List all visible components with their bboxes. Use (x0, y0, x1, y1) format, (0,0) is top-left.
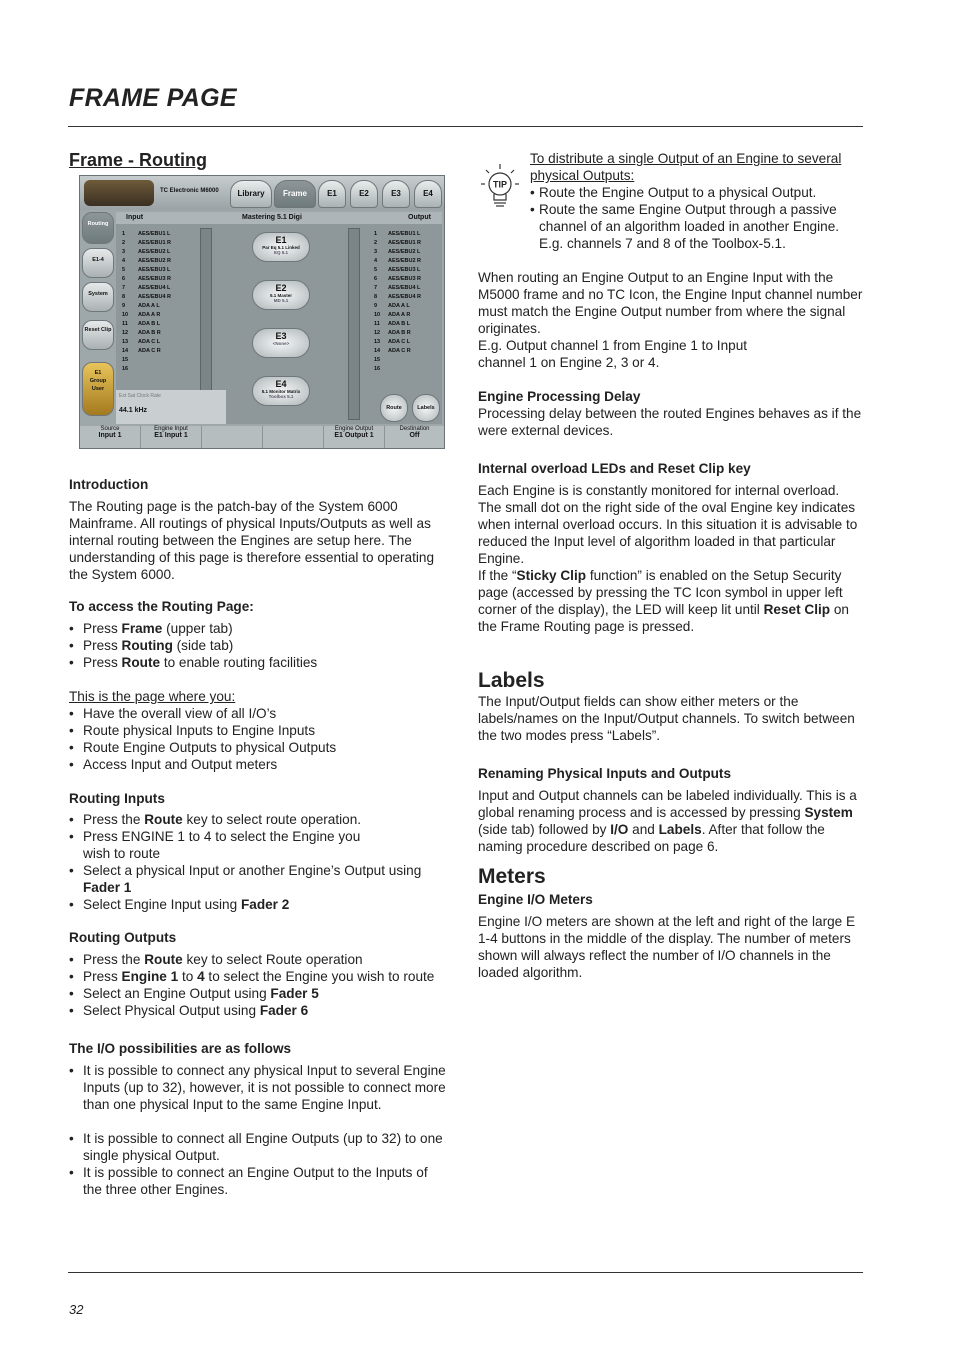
fader-4[interactable] (263, 426, 324, 448)
channel-number: 8 (374, 294, 378, 300)
output-channel-label: AES/EBU1 R (388, 240, 422, 246)
list-item: • It is possible to connect all Engine Outputs (up to 32) to one single physical Output. (69, 1130, 449, 1164)
input-channel-label: AES/EBU4 L (138, 285, 171, 291)
output-channel-label: AES/EBU3 R (388, 276, 422, 282)
list-item: • Press Routing (side tab) (69, 637, 449, 654)
labels-button[interactable]: Labels (412, 394, 440, 422)
channel-number: 15 (374, 357, 381, 363)
channel-number: 11 (122, 321, 128, 327)
routing-example-2: channel 1 on Engine 2, 3 or 4. (478, 355, 660, 370)
output-channel-label: ADA C L (388, 339, 411, 345)
channel-number: 12 (374, 330, 381, 336)
engine-e1-name: E1 (275, 235, 287, 245)
tip-list (530, 184, 860, 252)
route-button[interactable]: Route (380, 394, 408, 422)
channel-number: 6 (374, 276, 378, 282)
channel-number: 8 (122, 294, 126, 300)
input-channel-label: AES/EBU1 L (138, 231, 171, 237)
input-channel-label: AES/EBU2 L (138, 249, 171, 255)
list-item: • Press Frame (upper tab) (69, 620, 449, 637)
engine-e1-preset: Par Eq 5.1 Linked (262, 245, 300, 250)
engine-e2-name: E2 (275, 283, 287, 293)
labels-text: The Input/Output fields can show either meters or the labels/names on the Input/Output channels. To switch between the two modes press “Labels”. (478, 694, 855, 743)
routing-inputs-heading: Routing Inputs (69, 791, 165, 806)
tab-frame[interactable]: Frame (274, 180, 316, 208)
fader-3[interactable] (202, 426, 263, 448)
side-tab-reset-clip[interactable]: Reset Clip (82, 320, 114, 350)
input-channel-label: AES/EBU3 L (138, 267, 171, 273)
fader-footer (80, 426, 444, 448)
output-channel-label: ADA A R (388, 312, 411, 318)
sticky-clip-text: If the “Sticky Clip function” is enabled on the Setup Security page (accessed by pressing the TC Icon symbol in upper left corner of the display), the LED will keep lit until Reset Clip on the Frame Routing page is pressed. (478, 568, 849, 634)
meters-text: Engine I/O meters are shown at the left and right of the large E 1-4 buttons in the middle of the display. The number of meters shown will always reflect the number of I/O channels in the loaded algorithm. (478, 914, 856, 980)
tab-e1[interactable]: E1 (318, 180, 346, 208)
header-input: Input (126, 214, 144, 221)
page-number: 32 (69, 1302, 84, 1317)
tip-heading: To distribute a single Output of an Engine to several physical Outputs: (530, 151, 842, 183)
input-channel-label: ADA C L (138, 339, 161, 345)
engine-e4-preset: 5.1 Monitor Matrix (261, 389, 301, 394)
fader-1-label: Source (100, 426, 120, 432)
input-channel-label: AES/EBU3 R (138, 276, 172, 282)
clock-box (116, 390, 226, 424)
list-item: • Press the Route key to select Route operation (69, 951, 449, 968)
side-tab-system[interactable]: System (82, 282, 114, 312)
meters-heading: Meters (478, 865, 546, 888)
group-line1: E1 (94, 370, 102, 376)
channel-number: 5 (374, 267, 378, 273)
where-heading: This is the page where you: (69, 689, 236, 704)
fader-5-value: E1 Output 1 (334, 432, 374, 439)
input-channel-label (138, 365, 194, 374)
engine-e4-name: E4 (275, 379, 287, 389)
channel-number: 4 (122, 258, 126, 264)
output-channel-label (388, 365, 442, 374)
tab-library[interactable]: Library (230, 180, 272, 208)
channel-number: 11 (374, 321, 380, 327)
right-column (478, 269, 863, 981)
input-channel-label: ADA B R (138, 330, 161, 336)
channel-number: 9 (122, 303, 126, 309)
tip-box (530, 150, 860, 252)
output-channel-label: AES/EBU2 L (388, 249, 421, 255)
output-channel-label: ADA C R (388, 348, 411, 354)
group-line3: User (91, 386, 105, 392)
clock-label: Ext Sat Clock Rate (119, 393, 161, 399)
fader-1-source[interactable] (80, 426, 141, 448)
output-channel-label: ADA B R (388, 330, 411, 336)
list-item: • Select a physical Input or another Engine’s Output using Fader 1 (69, 862, 449, 896)
input-channel-label: AES/EBU1 R (138, 240, 172, 246)
tip-label: TIP (492, 179, 508, 190)
fader-5-label: Engine Output (334, 426, 374, 432)
list-item: • Press Engine 1 to 4 to select the Engine you wish to route (69, 968, 449, 985)
tab-e2[interactable]: E2 (350, 180, 378, 208)
channel-number: 3 (374, 249, 378, 255)
output-channel-label: AES/EBU1 L (388, 231, 421, 237)
list-item: • Select Physical Output using Fader 6 (69, 1002, 449, 1019)
channel-number: 7 (374, 285, 378, 291)
access-heading: To access the Routing Page: (69, 599, 254, 614)
input-channel-label (138, 356, 194, 365)
rename-text: Input and Output channels can be labeled individually. This is a global renaming process and is accessed by pressing System (side tab) followed by I/O and Labels. After that follow the naming procedure described on page 6. (478, 788, 857, 854)
io-heading: The I/O possibilities are as follows (69, 1041, 292, 1056)
channel-number: 13 (122, 339, 129, 345)
routing-inputs-list (69, 811, 449, 913)
side-tab-e1-4[interactable]: E1-4 (82, 248, 114, 278)
input-channel-label: AES/EBU2 R (138, 258, 172, 264)
list-item: • Press ENGINE 1 to 4 to select the Engine you wish to route (69, 828, 449, 862)
top-rule (68, 126, 863, 127)
channel-number: 16 (374, 366, 381, 372)
bottom-rule (68, 1272, 863, 1273)
fader-2-label: Engine Input (154, 426, 188, 432)
header-algorithm: Mastering 5.1 Digi (242, 214, 302, 221)
channel-number: 1 (374, 231, 378, 237)
left-column (69, 476, 449, 1198)
output-channel-label: ADA B L (388, 321, 411, 327)
list-item: • Route the same Engine Output through a passive channel of an algorithm loaded in another Engine. E.g. channels 7 and 8 of the Toolbox-5.1. (530, 201, 860, 252)
routing-outputs-heading: Routing Outputs (69, 930, 177, 945)
routing-header (116, 212, 442, 224)
list-item: • Have the overall view of all I/O’s (69, 705, 449, 722)
channel-number: 9 (374, 303, 378, 309)
input-channel-label: ADA A R (138, 312, 161, 318)
delay-heading: Engine Processing Delay (478, 389, 641, 404)
input-channel-label: ADA C R (138, 348, 161, 354)
tip-lightbulb-icon (480, 162, 520, 210)
channel-number: 7 (122, 285, 126, 291)
output-channel-label: ADA A L (388, 303, 410, 309)
output-channel-label: AES/EBU4 L (388, 285, 421, 291)
engine-e4-button[interactable] (252, 376, 310, 406)
output-channel-label: AES/EBU3 L (388, 267, 421, 273)
channel-number: 4 (374, 258, 378, 264)
list-item: • Select an Engine Output using Fader 5 (69, 985, 449, 1002)
output-channel-label (388, 356, 442, 365)
engine-e2-algorithm: MD 5.1 (273, 298, 289, 303)
channel-number: 15 (122, 357, 129, 363)
engine-e3-button[interactable] (252, 328, 310, 358)
channel-number: 12 (122, 330, 129, 336)
tab-e3[interactable]: E3 (382, 180, 410, 208)
channel-number: 10 (374, 312, 381, 318)
input-channel-names (138, 230, 194, 374)
meters-subheading: Engine I/O Meters (478, 892, 593, 907)
page-title: FRAME PAGE (69, 84, 237, 112)
output-bus (348, 228, 360, 420)
intro-heading: Introduction (69, 477, 149, 492)
routing-screenshot (79, 175, 445, 449)
channel-number: 10 (122, 312, 129, 318)
group-line2: Group (89, 378, 107, 384)
list-item: • It is possible to connect an Engine Output to the Inputs of the three other Engines. (69, 1164, 449, 1198)
fader-2-engine-input[interactable] (141, 426, 202, 448)
intro-text: The Routing page is the patch-bay of the System 6000 Mainframe. All routings of physical Inputs/Outputs as well as internal routing between the Engines are setup here. The understanding of this page is therefore essential to operating the System 6000. (69, 499, 435, 582)
list-item: • Press the Route key to select route operation. (69, 811, 449, 828)
output-channel-label: AES/EBU4 R (388, 294, 422, 300)
channel-number: 6 (122, 276, 126, 282)
overload-heading: Internal overload LEDs and Reset Clip key (478, 461, 751, 476)
rename-heading: Renaming Physical Inputs and Outputs (478, 766, 732, 781)
output-channel-label: AES/EBU2 R (388, 258, 422, 264)
list-item: • Route physical Inputs to Engine Inputs (69, 722, 449, 739)
header-output: Output (408, 214, 431, 221)
list-item: • Route Engine Outputs to physical Outputs (69, 739, 449, 756)
overload-text: Each Engine is is constantly monitored for internal overload. The small dot on the right side of the oval Engine key indicates when internal overload occurs. In this situation it is advisable to reduced the Input level of algorithm loaded in that particular Engine. (478, 483, 858, 566)
fader-6-value: Off (409, 432, 420, 439)
output-channel-numbers (374, 230, 386, 374)
output-channel-names (388, 230, 442, 374)
list-item: • Press Route to enable routing facilities (69, 654, 449, 671)
fader-6-label: Destination (399, 426, 430, 432)
engine-e4-algorithm: Toolbox 5.1 (268, 394, 294, 399)
list-item: • It is possible to connect any physical Input to several Engine Inputs (up to 32), however, it is not possible to connect more than one physical Input to the same Engine Input. (69, 1062, 449, 1113)
section-title: Frame - Routing (69, 150, 207, 170)
input-channel-label: AES/EBU4 R (138, 294, 172, 300)
engine-e1-button[interactable] (252, 232, 310, 262)
routing-outputs-list (69, 951, 449, 1019)
channel-number: 13 (374, 339, 381, 345)
tc-icon-logo (84, 180, 154, 206)
where-list (69, 705, 449, 773)
fader-2-value: E1 Input 1 (154, 432, 188, 439)
channel-number: 14 (374, 348, 381, 354)
fader-1-value: Input 1 (98, 432, 122, 439)
input-channel-label: ADA A L (138, 303, 160, 309)
engine-e3-name: E3 (275, 331, 287, 341)
input-channel-numbers (122, 230, 134, 374)
input-channel-label: ADA B L (138, 321, 161, 327)
labels-heading: Labels (478, 669, 545, 692)
routing-text: When routing an Engine Output to an Engine Input with the M5000 frame and no TC Icon, the Engine Input channel number must match the Engine Output number from where the signal originates. (478, 270, 863, 336)
engine-e1-algorithm: EQ 5.1 (273, 250, 288, 255)
io-list (69, 1062, 449, 1198)
fader-5-engine-output[interactable] (324, 426, 385, 448)
access-list (69, 620, 449, 671)
engine-e2-button[interactable] (252, 280, 310, 310)
fader-6-destination[interactable] (385, 426, 444, 448)
engine-e2-preset: 5.1 Master (269, 293, 292, 298)
channel-number: 5 (122, 267, 126, 273)
routing-example-1: E.g. Output channel 1 from Engine 1 to Input (478, 338, 748, 353)
screenshot-brand: TC Electronic M6000 (160, 188, 219, 194)
side-tab-routing[interactable]: Routing (82, 212, 114, 244)
channel-number: 14 (122, 348, 129, 354)
group-user-button[interactable] (82, 362, 114, 416)
channel-number: 2 (122, 240, 126, 246)
tab-e4[interactable]: E4 (414, 180, 442, 208)
delay-text: Processing delay between the routed Engines behaves as if the were external devices. (478, 406, 862, 438)
channel-number: 2 (374, 240, 378, 246)
list-item: • Route the Engine Output to a physical Output. (530, 184, 860, 201)
list-item: • Select Engine Input using Fader 2 (69, 896, 449, 913)
channel-number: 3 (122, 249, 126, 255)
engine-e3-algorithm: <None> (272, 341, 290, 346)
channel-number: 16 (122, 366, 129, 372)
channel-number: 1 (122, 231, 126, 237)
clock-value: 44.1 kHz (119, 407, 148, 414)
list-item: • Access Input and Output meters (69, 756, 449, 773)
